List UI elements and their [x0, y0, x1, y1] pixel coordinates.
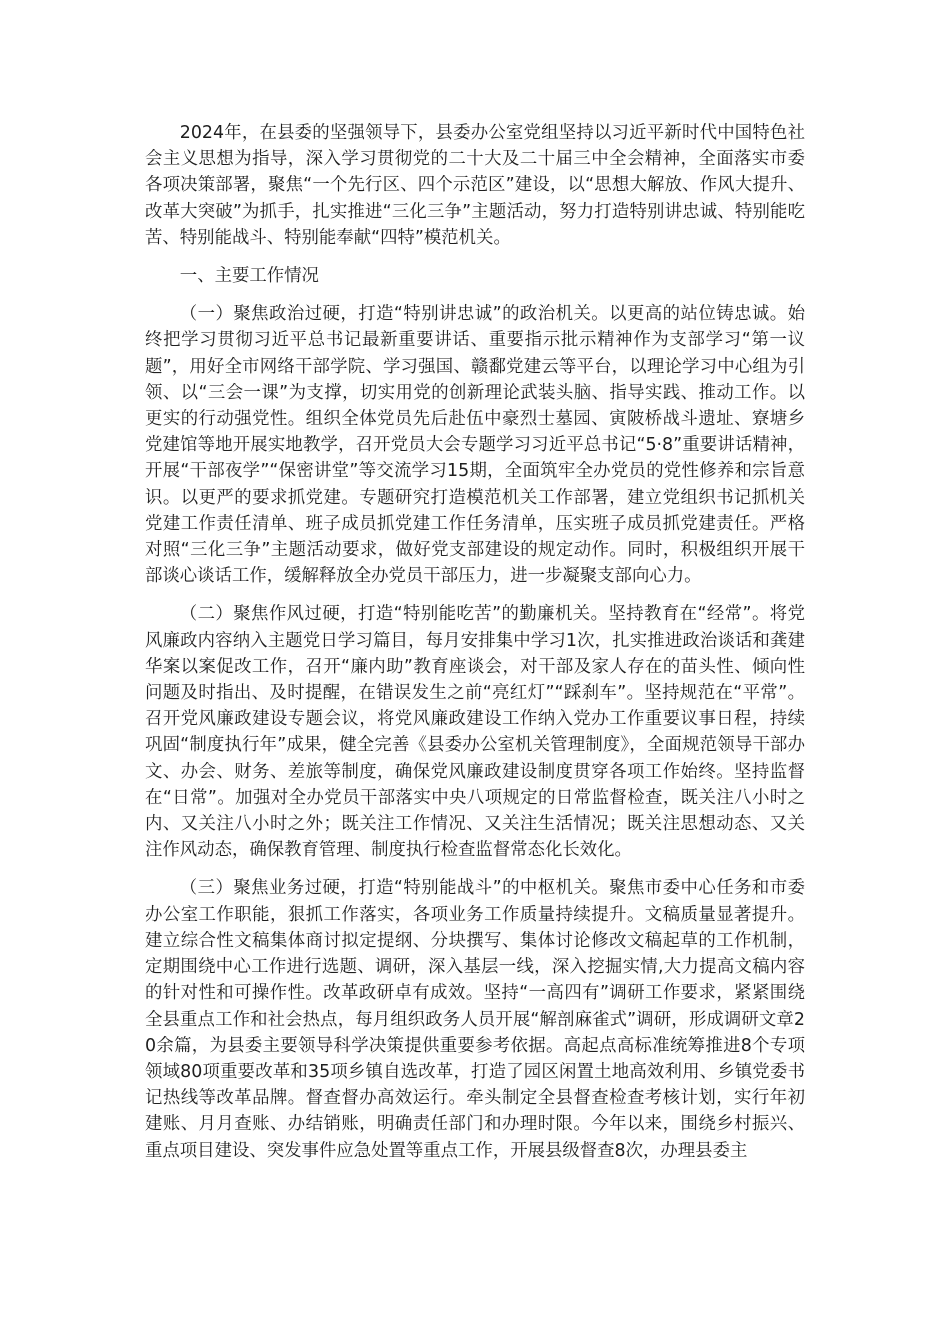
paragraph-business: （三）聚焦业务过硬，打造“特别能战斗”的中枢机关。聚焦市委中心任务和市委办公室工作职能，狠抓工作落实，各项业务工作质量持续提升。文稿质量显著提升。建立综合性文稿集体商讨拟定提纲、分块撰写、集体讨论修改文稿起草的工作机制，定期围绕中心工作进行选题、调研，深入基层一线，深入挖掘实情,大力提高文稿内容的针对性和可操作性。改革政研卓有成效。坚持“一高四有”调研工作要求，紧紧围绕全县重点工作和社会热点，每月组织政务人员开展“解剖麻雀式”调研，形成调研文章20余篇，为县委主要领导科学决策提供重要参考依据。高起点高标准统筹推进8个专项领域80项重要改革和35项乡镇自选改革，打造了园区闲置土地高效利用、乡镇党委书记热线等改革品牌。督查督办高效运行。牵头制定全县督查检查考核计划，实行年初建账、月月查账、办结销账，明确责任部门和办理时限。今年以来，围绕乡村振兴、重点项目建设、突发事件应急处置等重点工作，开展县级督查8次，办理县委主	[145, 878, 805, 1161]
paragraph-political: （一）聚焦政治过硬，打造“特别讲忠诚”的政治机关。以更高的站位铸忠诚。始终把学习贯彻习近平总书记最新重要讲话、重要指示批示精神作为支部学习“第一议题”，用好全市网络干部学院、学习强国、赣鄱党建云等平台，以理论学习中心组为引领、以“三会一课”为支撑，切实用党的创新理论武装头脑、指导实践、推动工作。以更实的行动强党性。组织全体党员先后赴伍中豪烈士墓园、寅陂桥战斗遗址、寮塘乡党建馆等地开展实地教学，召开党员大会专题学习习近平总书记“5·8”重要讲话精神，开展“干部夜学”“保密讲堂”等交流学习15期，全面筑牢全办党员的党性修养和宗旨意识。以更严的要求抓党建。专题研究打造模范机关工作部署，建立党组织书记抓机关党建工作责任清单、班子成员抓党建工作任务清单，压实班子成员抓党建责任。严格对照“三化三争”主题活动要求，做好党支部建设的规定动作。同时，积极组织开展干部谈心谈话工作，缓解释放全办党员干部压力，进一步凝聚支部向心力。	[145, 304, 805, 587]
document-body	[145, 120, 805, 1176]
intro-paragraph: 2024年，在县委的坚强领导下，县委办公室党组坚持以习近平新时代中国特色社会主义思想为指导，深入学习贯彻党的二十大及二十届三中全会精神，全面落实市委各项决策部署，聚焦“一个先行区、四个示范区”建设，以“思想大解放、作风大提升、改革大突破”为抓手，扎实推进“三化三争”主题活动，努力打造特别讲忠诚、特别能吃苦、特别能战斗、特别能奉献“四特”模范机关。	[145, 123, 805, 248]
section-heading: 一、主要工作情况	[179, 266, 319, 287]
paragraph-work-style: （二）聚焦作风过硬，打造“特别能吃苦”的勤廉机关。坚持教育在“经常”。将党风廉政内容纳入主题党日学习篇目，每月安排集中学习1次，扎实推进政治谈话和龚建华案以案促改工作，召开“廉内助”教育座谈会，对干部及家人存在的苗头性、倾向性问题及时指出、及时提醒，在错误发生之前“亮红灯”“踩刹车”。坚持规范在“平常”。召开党风廉政建设专题会议，将党风廉政建设工作纳入党办工作重要议事日程，持续巩固“制度执行年”成果，健全完善《县委办公室机关管理制度》，全面规范领导干部办文、办会、财务、差旅等制度，确保党风廉政建设制度贯穿各项工作始终。坚持监督在“日常”。加强对全办党员干部落实中央八项规定的日常监督检查，既关注八小时之内、又关注八小时之外；既关注工作情况、又关注生活情况；既关注思想动态、又关注作风动态，确保教育管理、制度执行检查监督常态化长效化。	[145, 604, 805, 861]
